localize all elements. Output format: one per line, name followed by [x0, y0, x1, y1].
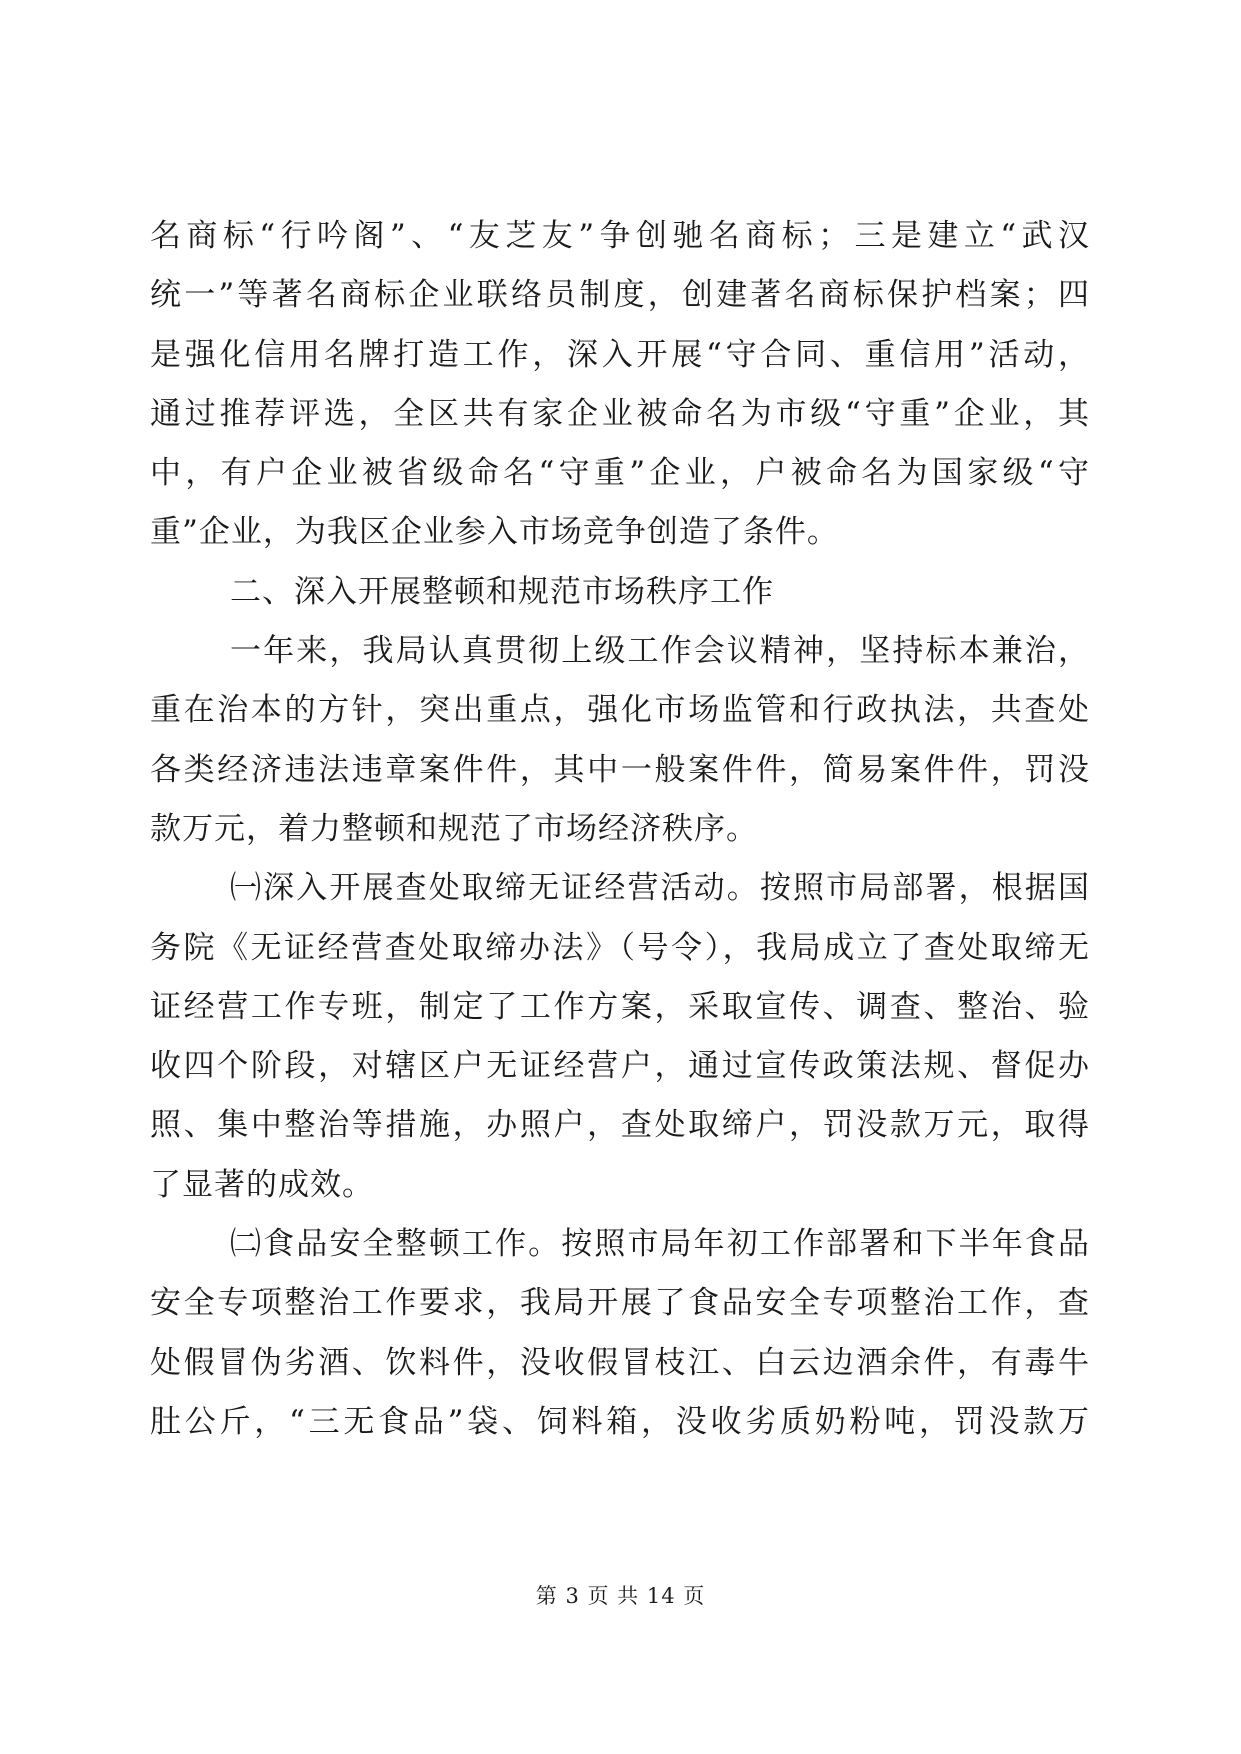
text-line: 各类经济违法违章案件件，其中一般案件件，简易案件件，罚没 [150, 751, 1090, 788]
text-line: 安全专项整治工作要求，我局开展了食品安全专项整治工作，查 [150, 1285, 1090, 1322]
document-body [150, 207, 1090, 1452]
text-line: 是强化信用名牌打造工作，深入开展“守合同、重信用”活动， [150, 336, 1090, 373]
text-line: ㈡食品安全整顿工作。按照市局年初工作部署和下半年食品 [230, 1226, 1090, 1263]
section-heading: 二、深入开展整顿和规范市场秩序工作 [230, 573, 774, 610]
text-line: 肚公斤，“三无食品”袋、饲料箱，没收劣质奶粉吨，罚没款万 [150, 1403, 1090, 1440]
text-line: 通过推荐评选，全区共有家企业被命名为市级“守重”企业，其 [150, 395, 1090, 432]
text-line: 处假冒伪劣酒、饮料件，没收假冒枝江、白云边酒余件，有毒牛 [150, 1344, 1090, 1381]
text-line: 收四个阶段，对辖区户无证经营户，通过宣传政策法规、督促办 [150, 1048, 1090, 1085]
text-line: 统一”等著名商标企业联络员制度，创建著名商标保护档案；四 [150, 277, 1090, 314]
text-line: 中，有户企业被省级命名“守重”企业，户被命名为国家级“守 [150, 455, 1090, 492]
text-line: 重在治本的方针，突出重点，强化市场监管和行政执法，共查处 [150, 692, 1090, 729]
text-line: 款万元，着力整顿和规范了市场经济秩序。 [150, 810, 758, 847]
text-line: 证经营工作专班，制定了工作方案，采取宣传、调查、整治、验 [150, 988, 1090, 1025]
text-line: 务院《无证经营查处取缔办法》（号令），我局成立了查处取缔无 [150, 929, 1090, 966]
text-line: ㈠深入开展查处取缔无证经营活动。按照市局部署，根据国 [230, 870, 1090, 907]
text-line: 名商标“行吟阁”、“友芝友”争创驰名商标；三是建立“武汉 [150, 218, 1090, 254]
text-line: 一年来，我局认真贯彻上级工作会议精神，坚持标本兼治， [230, 633, 1090, 670]
text-line: 了显著的成效。 [150, 1166, 374, 1203]
text-line: 重”企业，为我区企业参入市场竞争创造了条件。 [150, 514, 839, 551]
page-number-footer: 第 3 页 共 14 页 [535, 1584, 706, 1608]
text-line: 照、集中整治等措施，办照户，查处取缔户，罚没款万元，取得 [150, 1107, 1090, 1144]
